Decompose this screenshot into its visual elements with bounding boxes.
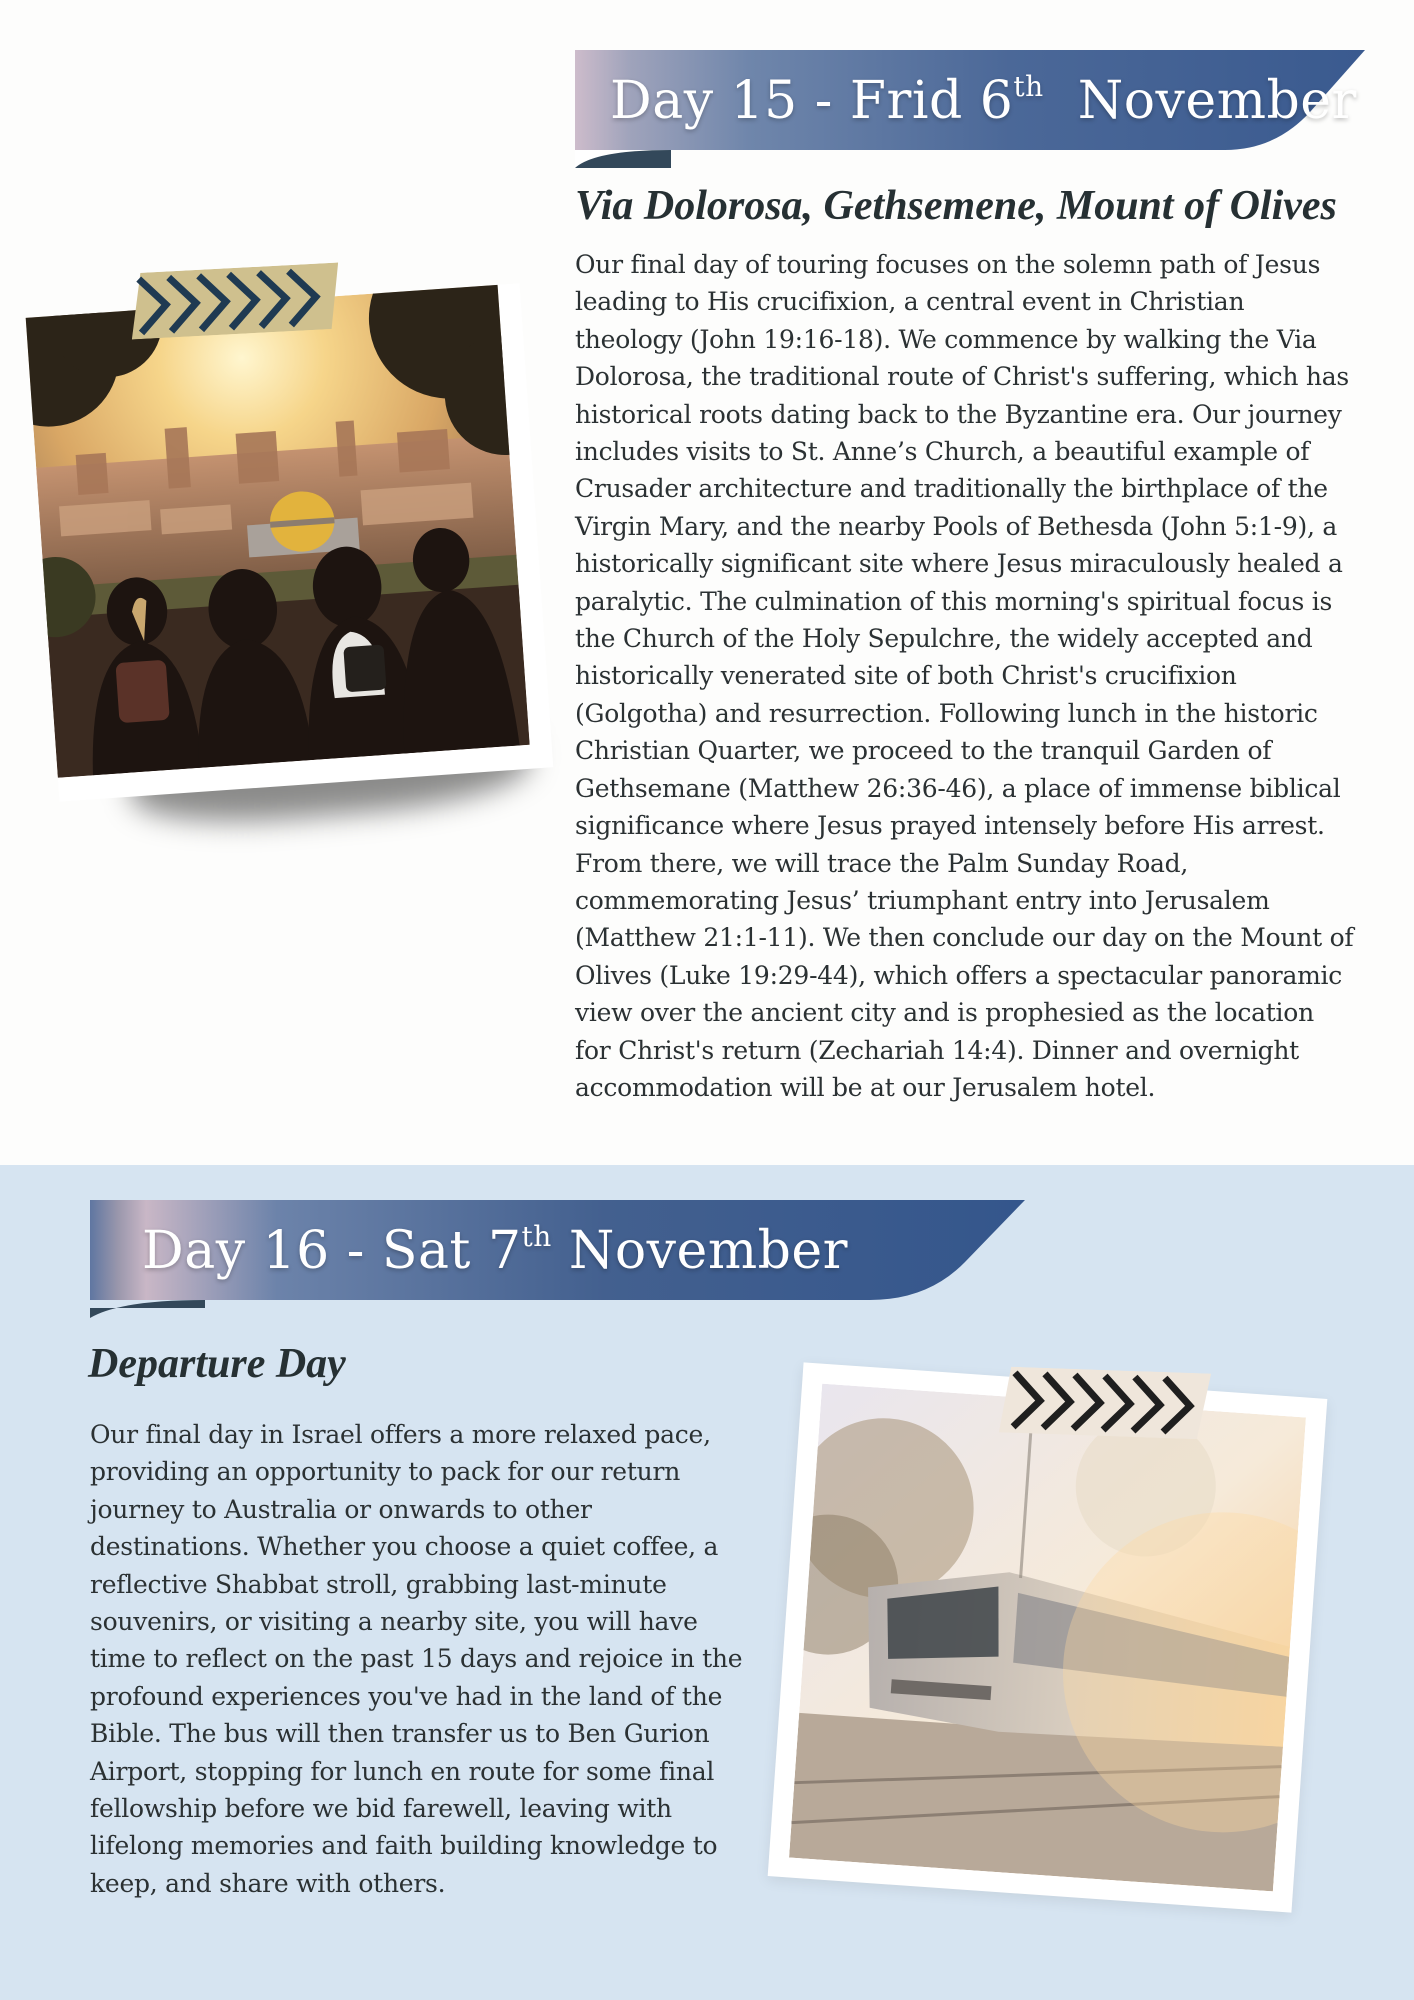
jerusalem-panorama-icon	[26, 285, 530, 778]
jerusalem-panorama-photo	[26, 283, 554, 801]
day-15-title: Day 15 - Frid 6th November	[610, 70, 1357, 131]
day-16-title: Day 16 - Sat 7th November	[142, 1220, 849, 1281]
jerusalem-tram-photo	[768, 1362, 1328, 1912]
day-15-subtitle: Via Dolorosa, Gethsemene, Mount of Olives	[575, 183, 1337, 229]
photo-image-area	[26, 285, 530, 778]
day-16-subtitle: Departure Day	[88, 1341, 346, 1387]
day-16-paragraph: Our final day in Israel offers a more relaxed pace, providing an opportunity to pack for our return journey to Australia or onwards to other destinations. Whether you choose a quiet coffee, a reflective Shabbat stroll, grabbing last-minute souvenirs, or visiting a nearby site, you will have time to reflect on the past 15 days and rejoice in the profound experiences you've had in the land of the Bible. The bus will then transfer us to Ben Gurion Airport, stopping for lunch en route for some final fellowship before we bid farewell, leaving with lifelong memories and faith building knowledge to keep, and share with others.	[90, 1420, 743, 1898]
washi-tape	[128, 263, 341, 340]
chevron-tape-icon	[999, 1366, 1211, 1439]
tram-icon	[789, 1384, 1306, 1892]
day-16-section	[0, 1165, 1414, 2000]
chevron-tape-icon	[128, 263, 341, 340]
day-16-banner	[90, 1200, 1025, 1302]
day-15-banner	[575, 50, 1365, 152]
day-15-paragraph: Our final day of touring focuses on the solemn path of Jesus leading to His crucifixion, a central event in Christian theology (John 19:16-18). We commence by walking the Via Dolorosa, the traditional route of Christ's suffering, which has historical roots dating back to the Byzantine era. Our journey includes visits to St. Anne’s Church, a beautiful example of Crusader architecture and traditionally the birthplace of the Virgin Mary, and the nearby Pools of Bethesda (John 5:1-9), a historically significant site where Jesus miraculously healed a paralytic. The culmination of this morning's spiritual focus is the Church of the Holy Sepulchre, the widely accepted and historically venerated site of both Christ's crucifixion (Golgotha) and resurrection. Following lunch in the historic Christian Quarter, we proceed to the tranquil Garden of Gethsemane (Matthew 26:36-46), a place of immense biblical significance where Jesus prayed intensely before His arrest. From there, we will trace the Palm Sunday Road, commemorating Jesus’ triumphant entry into Jerusalem (Matthew 21:1-11). We then conclude our day on the Mount of Olives (Luke 19:29-44), which offers a spectacular panoramic view over the ancient city and is prophesied as the location for Christ's return (Zechariah 14:4). Dinner and overnight accommodation will be at our Jerusalem hotel.	[575, 250, 1354, 1102]
photo-image-area	[789, 1384, 1306, 1892]
washi-tape	[999, 1366, 1211, 1439]
